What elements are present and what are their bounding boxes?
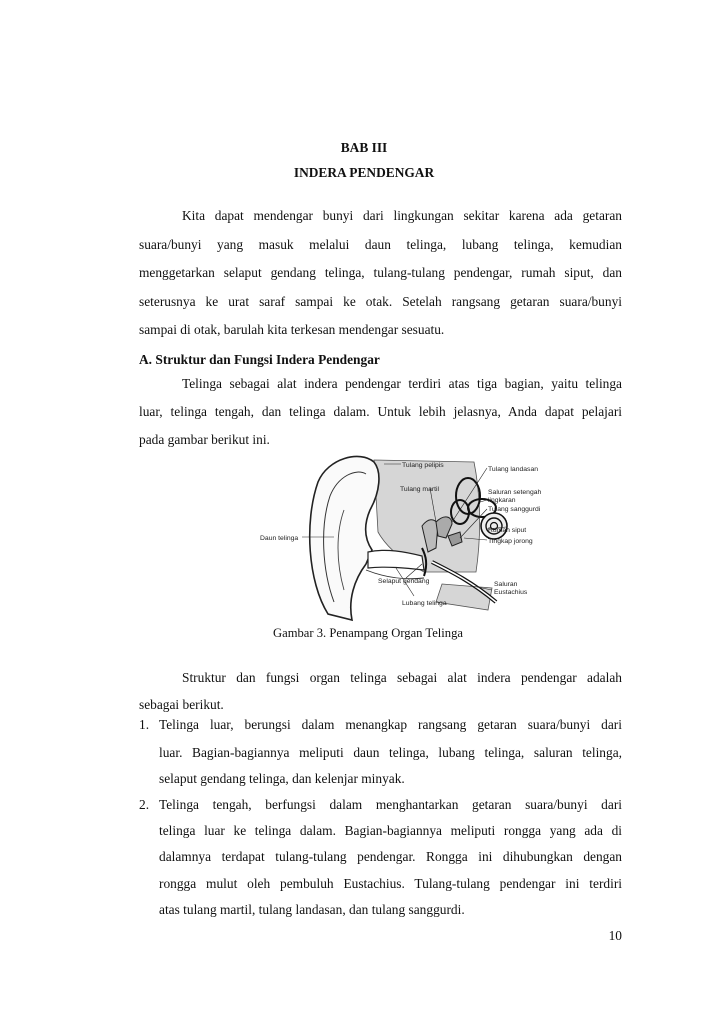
ear-diagram — [256, 452, 624, 622]
chapter-title: INDERA PENDENGAR — [293, 165, 435, 180]
intro-line: suara/bunyi yang masuk melalui daun telinga, lubang telinga, kemudian — [139, 237, 622, 252]
list-item-line: dalamnya terdapat tulang-tulang pendengar. Rongga ini dihubungkan dengan — [159, 849, 622, 864]
intro-line: menggetarkan selaput gendang telinga, tulang-tulang pendengar, rumah siput, dan — [139, 265, 622, 280]
list-item-line: selaput gendang telinga, dan kelenjar minyak. — [159, 771, 405, 786]
intro-line: seterusnya ke urat saraf sampai ke otak. Setelah rangsang getaran suara/bunyi — [139, 294, 622, 309]
structure-line: Struktur dan fungsi organ telinga sebagai alat indera pendengar adalah — [182, 670, 622, 685]
label-lubang-telinga: Lubang telinga — [402, 600, 447, 607]
label-tulang-sanggurdi: Tulang sanggurdi — [488, 506, 541, 513]
section-line: luar, telinga tengah, dan telinga dalam. Untuk lebih jelasnya, Anda dapat pelajari — [139, 404, 622, 419]
list-item-line: Telinga tengah, berfungsi dalam menghantarkan getaran suara/bunyi dari — [159, 797, 622, 812]
list-item-line: telinga luar ke telinga dalam. Bagian-bagiannya meliputi rongga yang ada di — [159, 823, 622, 838]
label-saluran-setengah: Saluran setengah — [488, 489, 542, 496]
structure-line: sebagai berikut. — [139, 697, 224, 712]
list-number: 2. — [139, 797, 150, 812]
label-tulang-landasan: Tulang landasan — [488, 466, 539, 473]
label-tulang-pelipis: Tulang pelipis — [402, 462, 444, 469]
chapter-label: BAB III — [340, 140, 388, 155]
label-rumah-siput: Rumah siput — [488, 527, 527, 534]
list-number: 1. — [139, 717, 150, 732]
page-number: 10 — [608, 928, 622, 943]
figure-caption: Gambar 3. Penampang Organ Telinga — [273, 626, 463, 640]
intro-line: Kita dapat mendengar bunyi dari lingkungan sekitar karena ada getaran — [182, 208, 622, 223]
section-heading: A. Struktur dan Fungsi Indera Pendengar — [139, 352, 380, 367]
section-line: Telinga sebagai alat indera pendengar terdiri atas tiga bagian, yaitu telinga — [182, 376, 622, 391]
label-selaput-gendang: Selaput gendang — [378, 578, 430, 585]
label-saluran-eustachius-2: Eustachius — [494, 589, 528, 596]
list-item-line: luar. Bagian-bagiannya meliputi daun telinga, lubang telinga, saluran telinga, — [159, 745, 622, 760]
label-tingkap-jorong: Tingkap jorong — [488, 538, 533, 545]
section-line: pada gambar berikut ini. — [139, 432, 270, 447]
list-item-line: Telinga luar, berungsi dalam menangkap rangsang getaran suara/bunyi dari — [159, 717, 622, 732]
label-saluran-setengah-2: lingkaran — [488, 497, 516, 504]
intro-line: sampai di otak, barulah kita terkesan mendengar sesuatu. — [139, 322, 445, 337]
list-item-line: rongga mulut oleh pembuluh Eustachius. Tulang-tulang pendengar ini terdiri — [159, 876, 622, 891]
label-daun-telinga: Daun telinga — [260, 535, 299, 542]
label-tulang-martil: Tulang martil — [400, 486, 440, 493]
label-saluran-eustachius: Saluran — [494, 581, 518, 588]
list-item-line: atas tulang martil, tulang landasan, dan tulang sanggurdi. — [159, 902, 465, 917]
